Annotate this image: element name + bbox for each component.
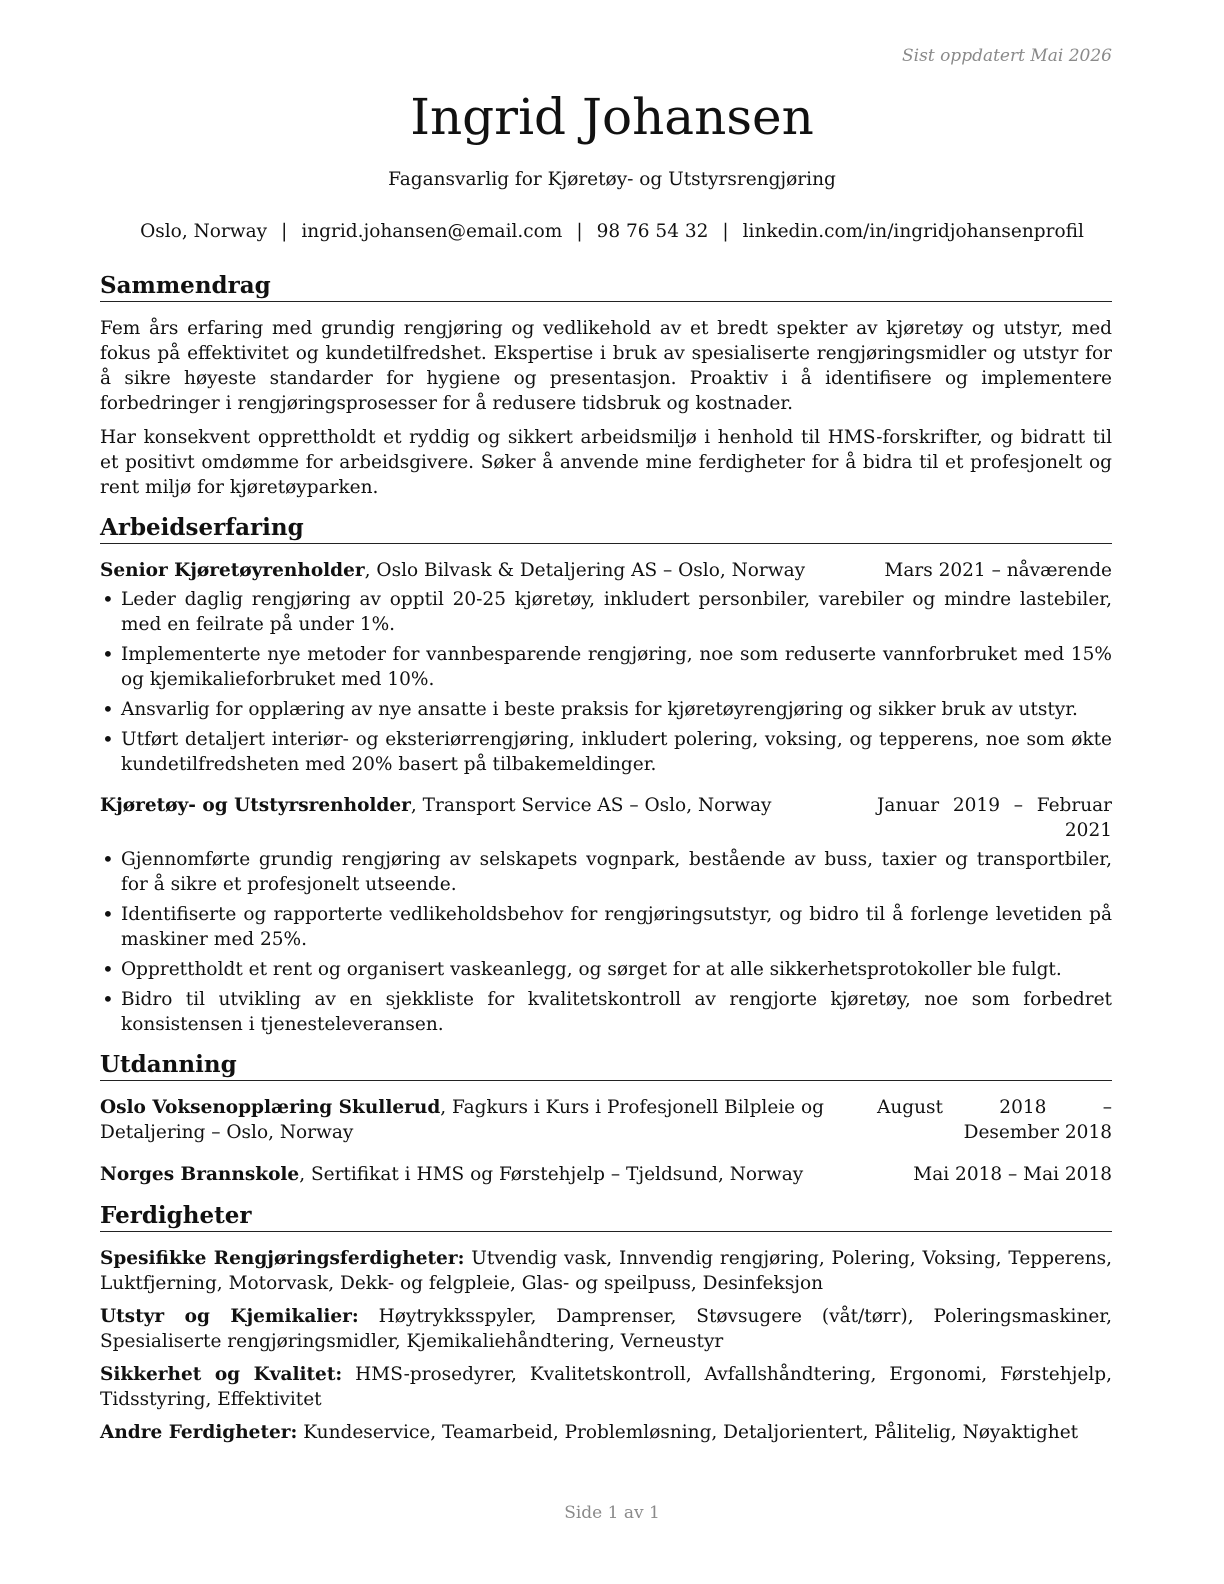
job-bullets xyxy=(100,587,1112,777)
contact-email[interactable]: ingrid.johansen@email.com xyxy=(301,221,563,242)
summary-paragraph: Har konsekvent opprettholdt et ryddig og sikkert arbeidsmiljø i henhold til HMS-forskrifter, og bidratt til et positivt omdømme for arbeidsgivere. Søker å anvende mine ferdigheter for å bidra til et profesjonelt og rent miljø for kjøretøyparken. xyxy=(100,427,1112,498)
candidate-role: Fagansvarlig for Kjøretøy- og Utstyrsrengjøring xyxy=(388,169,836,190)
list-item: • Identifiserte og rapporterte vedlikeholdsbehov for rengjøringsutstyr, og bidro til å forlenge levetiden på maskiner med 25%. xyxy=(100,902,1112,952)
skill-label: Sikkerhet og Kvalitet: xyxy=(100,1364,343,1385)
section-heading-summary: Sammendrag xyxy=(100,271,1112,302)
job-entry xyxy=(100,793,1112,1037)
page-number: Side 1 av 1 xyxy=(564,1503,660,1523)
section-heading-skills: Ferdigheter xyxy=(100,1201,1112,1232)
skill-label: Spesifikke Rengjøringsferdigheter: xyxy=(100,1248,465,1269)
summary-section xyxy=(100,271,1112,500)
education-section xyxy=(100,1050,1112,1187)
job-dates: Januar 2019 – Februar 2021 xyxy=(877,795,1112,841)
job-employer: , Transport Service AS – Oslo, Norway xyxy=(410,795,772,816)
skills-section xyxy=(100,1201,1112,1445)
job-title: Kjøretøy- og Utstyrsrenholder xyxy=(100,795,411,816)
job-header xyxy=(100,558,1112,583)
list-item: • Gjennomførte grundig rengjøring av selskapets vognpark, bestående av buss, taxier og transportbiler, for å sikre et profesjonelt utseende. xyxy=(100,847,1112,897)
section-heading-education: Utdanning xyxy=(100,1050,1112,1081)
skill-text: Kundeservice, Teamarbeid, Problemløsning, Detaljorientert, Pålitelig, Nøyaktighet xyxy=(297,1422,1079,1443)
section-heading-experience: Arbeidserfaring xyxy=(100,513,1112,544)
education-dates: August 2018 – Desember 2018 xyxy=(877,1097,1112,1143)
job-bullets xyxy=(100,847,1112,1037)
summary-paragraph: Fem års erfaring med grundig rengjøring og vedlikehold av et bredt spekter av kjøretøy og utstyr, med fokus på effektivitet og kundetilfredshet. Ekspertise i bruk av spesialiserte rengjøringsmidler og utstyr for å sikre høyeste standarder for hygiene og presentasjon. Proaktiv i å identifisere og implementere forbedringer i rengjøringsprosesser for å redusere tidsbruk og kostnader. xyxy=(100,318,1112,414)
skill-label: Andre Ferdigheter: xyxy=(100,1422,298,1443)
candidate-name: Ingrid Johansen xyxy=(410,88,814,146)
education-dates: Mai 2018 – Mai 2018 xyxy=(913,1164,1112,1185)
contact-separator: | xyxy=(576,221,583,242)
skill-line xyxy=(100,1362,1112,1412)
school-name: Norges Brannskole xyxy=(100,1164,300,1185)
list-item: • Bidro til utvikling av en sjekkliste for kvalitetskontroll av rengjorte kjøretøy, noe som forbedret konsistensen i tjenesteleveransen. xyxy=(100,987,1112,1037)
skill-line xyxy=(100,1304,1112,1354)
skill-text: Høytrykksspyler, Damprenser, Støvsugere (våt/tørr), Poleringsmaskiner, Spesialiserte rengjøringsmidler, Kjemikaliehåndtering, Verneustyr xyxy=(100,1306,1112,1352)
job-entry xyxy=(100,558,1112,777)
skill-line xyxy=(100,1420,1112,1445)
contact-line xyxy=(0,219,1224,244)
list-item: • Opprettholdt et rent og organisert vaskeanlegg, og sørget for at alle sikkerhetsprotokoller ble fulgt. xyxy=(100,957,1112,982)
skill-text: HMS-prosedyrer, Kvalitetskontroll, Avfallshåndtering, Ergonomi, Førstehjelp, Tidsstyring, Effektivitet xyxy=(100,1364,1112,1410)
list-item: • Utført detaljert interiør- og eksteriørrengjøring, inkludert polering, voksing, og tepperens, noe som økte kundetilfredsheten med 20% basert på tilbakemeldinger. xyxy=(100,727,1112,777)
skill-line xyxy=(100,1246,1112,1296)
education-entry xyxy=(100,1095,1112,1145)
school-name: Oslo Voksenopplæring Skullerud xyxy=(100,1097,441,1118)
education-entry xyxy=(100,1162,1112,1187)
contact-separator: | xyxy=(722,221,729,242)
job-title: Senior Kjøretøyrenholder xyxy=(100,560,365,581)
skill-label: Utstyr og Kjemikalier: xyxy=(100,1306,359,1327)
list-item: • Ansvarlig for opplæring av nye ansatte i beste praksis for kjøretøyrengjøring og sikker bruk av utstyr. xyxy=(100,697,1112,722)
last-updated-note: Sist oppdatert Mai 2026 xyxy=(902,46,1112,66)
contact-separator: | xyxy=(281,221,288,242)
list-item: • Leder daglig rengjøring av opptil 20-25 kjøretøy, inkludert personbiler, varebiler og mindre lastebiler, med en feilrate på under 1%. xyxy=(100,587,1112,637)
contact-linkedin[interactable]: linkedin.com/in/ingridjohansenprofil xyxy=(742,221,1084,242)
job-header xyxy=(100,793,1112,843)
contact-phone: 98 76 54 32 xyxy=(596,221,709,242)
experience-section xyxy=(100,513,1112,1037)
job-dates: Mars 2021 – nåværende xyxy=(884,560,1112,581)
list-item: • Implementerte nye metoder for vannbesparende rengjøring, noe som reduserte vannforbruket med 15% og kjemikalieforbruket med 10%. xyxy=(100,642,1112,692)
education-detail: , Fagkurs i Kurs i Profesjonell Bilpleie og Detaljering – Oslo, Norway xyxy=(100,1097,824,1143)
skill-text: Utvendig vask, Innvendig rengjøring, Polering, Voksing, Tepperens, Luktfjerning, Motorvask, Dekk- og felgpleie, Glas- og speilpuss, Desinfeksjon xyxy=(100,1248,1112,1294)
job-employer: , Oslo Bilvask & Detaljering AS – Oslo, Norway xyxy=(364,560,806,581)
resume-body xyxy=(100,271,1112,1453)
education-detail: , Sertifikat i HMS og Førstehjelp – Tjeldsund, Norway xyxy=(299,1164,804,1185)
contact-location: Oslo, Norway xyxy=(140,221,268,242)
